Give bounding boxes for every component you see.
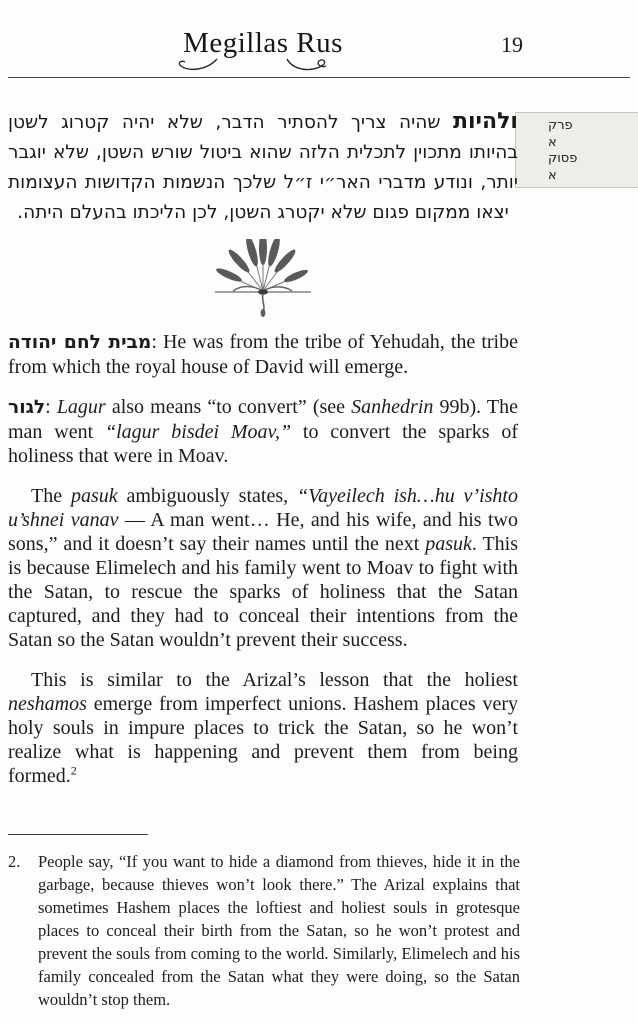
page-number: 19: [501, 32, 523, 57]
footnote-text: People say, “If you want to hide a diamond from thieves, hide it in the garbage, because thieves won’t look there.” The Arizal explains that sometimes Hashem places the loftiest and holiest souls in grotesque places to conceal their birth from the Satan, so he won’t protest and prevent the souls from coming to the world. Similarly, Elimelech and his family concealed from the Satan what they were doing, so the Satan wouldn’t stop them.: [38, 852, 520, 1009]
hebrew-commentary-paragraph: ולהיות שהיה צריך להסתיר הדבר, שלא יהיה קטרוג לשטן בהיותו מתכוין לתכלית הלזה שהוא ביטול שורש השטן, שלא יוגבר יותר, ונודע מדברי האר״י ז״ל שלכך הנשמות הקדושות העצומות יצאו ממקום פגום שלא יקטרג השטן, לכן הליכתו בהעלם היתה.: [8, 109, 518, 223]
verse-tab-verse-label: פסוק: [548, 151, 578, 166]
footnotes-section: [8, 850, 520, 1011]
commentary-paragraph-beis-lechem: מבית לחם יהודה: He was from the tribe of Yehudah, the tribe from which the royal house of David will emerge.: [8, 331, 518, 378]
wheat-sheaf-ornament-icon: [213, 239, 313, 319]
footnote-item: [8, 850, 520, 1011]
commentary-paragraph-lagur: לגור: Lagur also means “to convert” (see Sanhedrin 99b). The man went “lagur bisdei Moav,” to convert the sparks of holiness that were in Moav.: [8, 396, 518, 467]
commentary-paragraph-pasuk: The pasuk ambiguously states, “Vayeilech ish…hu v’ishto u’shnei vanav — A man went… He, and his wife, and his two sons,” and it doesn’t say their names until the next pasuk. This is because Elimelech and his family went to Moav to fight with the Satan, to rescue the sparks of holiness that the Satan captured, and they had to conceal their intentions from the Satan so the Satan wouldn’t prevent their success.: [8, 485, 519, 651]
title-flourish-icon: [169, 58, 369, 74]
commentary-body: [8, 330, 518, 804]
verse-tab-chapter-label: פרק: [548, 118, 573, 133]
verse-tab-verse-value: א: [548, 167, 557, 183]
verse-tab-chapter-value: א: [548, 134, 557, 150]
commentary-paragraph-arizal: This is similar to the Arizal’s lesson that the holiest neshamos emerge from imperfect unions. Hashem places very holy souls in impure places to trick the Satan, so he won’t realize what is happening and prevent them from being formed.$^2$: [8, 669, 518, 787]
verse-tab: [515, 112, 638, 188]
footnote-separator: [8, 834, 148, 835]
page-title: Megillas Rus: [183, 27, 343, 59]
header-rule: [8, 77, 630, 78]
footnote-number: 2.: [8, 852, 21, 871]
